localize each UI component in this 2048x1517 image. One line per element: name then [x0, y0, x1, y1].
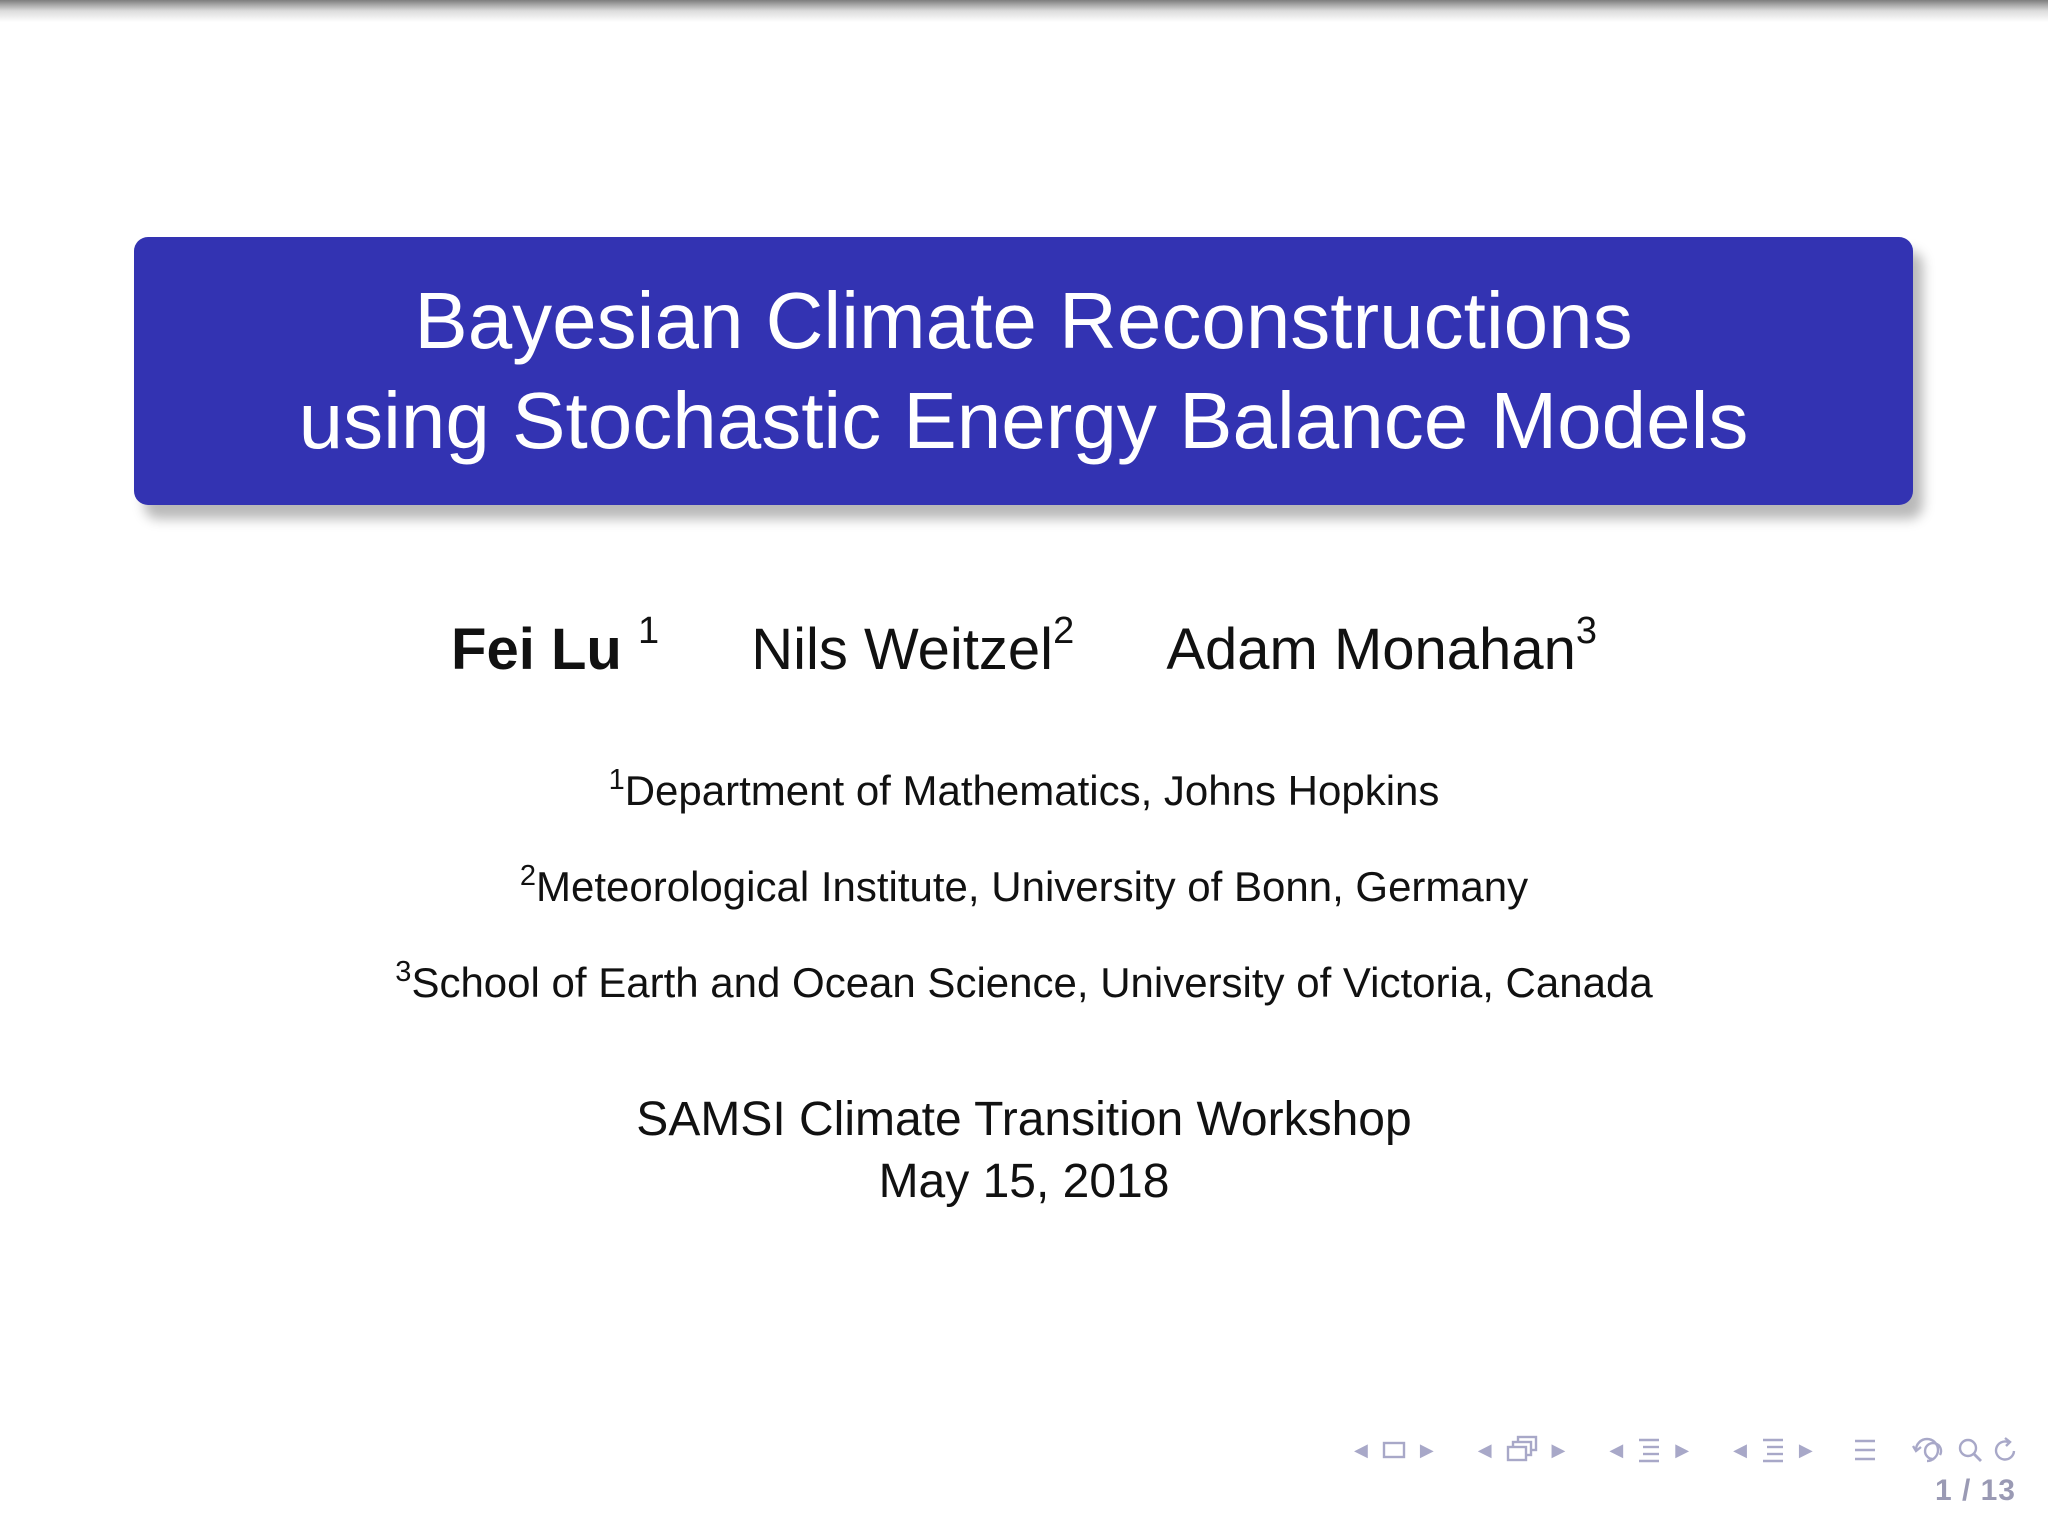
affiliation	[0, 859, 2048, 915]
frame-nav	[1345, 1432, 1443, 1468]
title-line-2: using Stochastic Energy Balance Models	[298, 376, 1749, 465]
prev-subsection-arrow[interactable]: ◀	[1733, 1440, 1747, 1460]
author-name: Adam Monahan	[1166, 617, 1576, 682]
author-superscript: 2	[1053, 610, 1075, 652]
author-name: Fei Lu	[451, 617, 622, 682]
toc-icon[interactable]	[1848, 1435, 1882, 1465]
affiliation-superscript: 2	[519, 860, 537, 892]
title-line-1: Bayesian Climate Reconstructions	[414, 276, 1633, 365]
next-section-arrow[interactable]: ▶	[1675, 1440, 1690, 1460]
zoom-icon[interactable]	[1988, 1435, 2022, 1465]
prev-section-arrow[interactable]: ◀	[1609, 1440, 1624, 1460]
author-superscript: 1	[637, 610, 660, 652]
frame-icon[interactable]	[1377, 1439, 1411, 1461]
event-date: May 15, 2018	[878, 1155, 1170, 1208]
toc-nav	[1848, 1435, 1882, 1465]
next-frame-arrow[interactable]: ▶	[1419, 1440, 1434, 1460]
subsection-nav	[1724, 1432, 1822, 1468]
slide-nav	[1469, 1432, 1575, 1468]
search-icon[interactable]	[1952, 1435, 1988, 1465]
title-box	[134, 237, 1913, 505]
affiliation-superscript: 1	[608, 764, 625, 796]
back-icon[interactable]	[1908, 1435, 1952, 1465]
event-name: SAMSI Climate Transition Workshop	[636, 1093, 1412, 1146]
beamer-navigation-bar	[1345, 1432, 2022, 1468]
affiliation-text: Department of Mathematics, Johns Hopkins	[624, 767, 1440, 814]
prev-frame-arrow[interactable]: ◀	[1354, 1440, 1368, 1460]
next-slide-arrow[interactable]: ▶	[1551, 1440, 1566, 1460]
author-superscript: 3	[1575, 610, 1597, 652]
page-number: 1 / 13	[1934, 1474, 2016, 1507]
author-list	[0, 608, 2048, 692]
author	[1166, 608, 1597, 692]
next-subsection-arrow[interactable]: ▶	[1798, 1440, 1813, 1460]
top-edge-shadow	[0, 0, 2048, 22]
affiliation-text: School of Earth and Ocean Science, University of Victoria, Canada	[411, 959, 1653, 1006]
affiliation	[0, 955, 2048, 1011]
section-nav	[1600, 1432, 1698, 1468]
prev-slide-arrow[interactable]: ◀	[1477, 1440, 1492, 1460]
search-nav	[1908, 1435, 2022, 1465]
slide-icon[interactable]	[1501, 1435, 1543, 1465]
affiliation	[0, 763, 2048, 819]
affiliation-text: Meteorological Institute, University of Bonn, Germany	[536, 863, 1529, 910]
section-icon[interactable]	[1632, 1435, 1666, 1465]
author-name: Nils Weitzel	[751, 617, 1054, 682]
subsection-icon[interactable]	[1756, 1435, 1790, 1465]
author-presenter	[451, 608, 659, 692]
author	[751, 608, 1074, 692]
affiliation-superscript: 3	[395, 956, 412, 988]
